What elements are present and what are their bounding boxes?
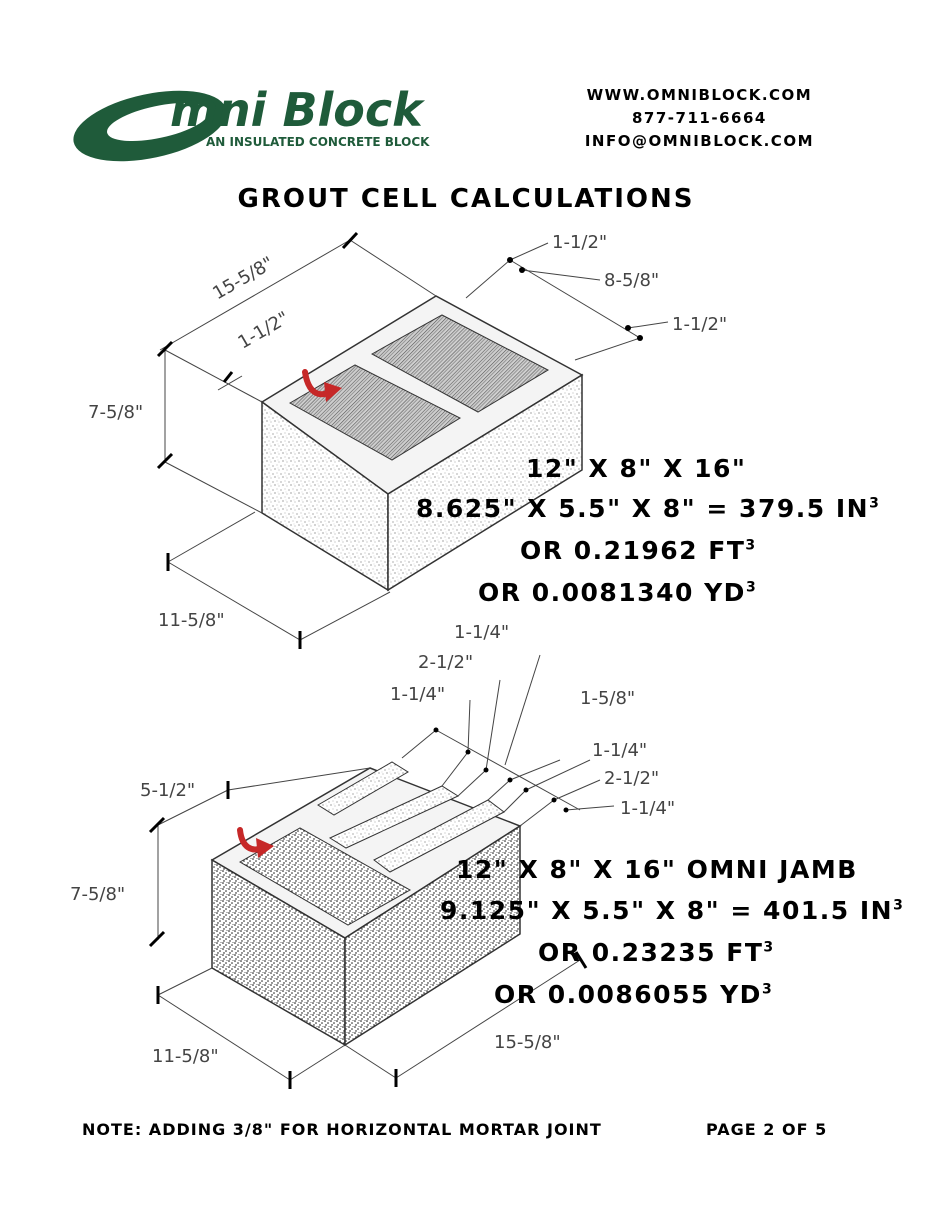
block1-volume-in3: 8.625" X 5.5" X 8" = 379.5 $IN^3$ <box>416 494 881 523</box>
block1-volume-ft3: OR 0.21962 $FT^3$ <box>520 536 757 565</box>
block1-length-dim: 15-5/8" <box>209 252 278 305</box>
block2-dim-d3: 1-1/4" <box>390 684 446 705</box>
block2-dim-d7: 1-1/4" <box>620 798 676 819</box>
contact-block <box>585 84 814 153</box>
block2-slot-dim: 5-1/2" <box>140 780 196 801</box>
block2-dim-d5: 1-1/4" <box>592 740 648 761</box>
block2-volume-ft3: OR 0.23235 $FT^3$ <box>538 938 775 967</box>
page-number: PAGE 2 OF 5 <box>706 1120 828 1139</box>
block2-dim-d6: 2-1/2" <box>604 768 660 789</box>
logo <box>60 80 480 170</box>
block1-face-bottom-dim: 1-1/2" <box>672 314 728 335</box>
block1-volume-yd3: OR 0.0081340 $YD^3$ <box>478 578 758 607</box>
block2-dim-d2: 2-1/2" <box>418 652 474 673</box>
block2-volume-yd3: OR 0.0086055 $YD^3$ <box>494 980 774 1009</box>
block2-height-dim: 7-5/8" <box>70 884 126 905</box>
block2-dim-d4: 1-5/8" <box>580 688 636 709</box>
block2-size: 12" X 8" X 16" OMNI JAMB <box>456 855 858 884</box>
page-title: GROUT CELL CALCULATIONS <box>237 184 695 214</box>
block1-face-top-dim: 1-1/2" <box>552 232 608 253</box>
block1-width-dim: 11-5/8" <box>158 610 225 631</box>
email-link[interactable]: INFO@OMNIBLOCK.COM <box>584 132 814 150</box>
block2-width-dim: 11-5/8" <box>152 1046 219 1067</box>
block2-length-dim: 15-5/8" <box>494 1032 561 1053</box>
logo-tagline: AN INSULATED CONCRETE BLOCK <box>206 135 430 149</box>
block1-cell-dim: 8-5/8" <box>604 270 660 291</box>
block2-volume-in3: 9.125" X 5.5" X 8" = 401.5 $IN^3$ <box>440 896 905 925</box>
block1-web-dim: 1-1/2" <box>234 307 293 354</box>
footer-note: NOTE: ADDING 3/8" FOR HORIZONTAL MORTAR JOINT <box>82 1120 602 1139</box>
website-link[interactable]: WWW.OMNIBLOCK.COM <box>586 86 813 104</box>
block1-height-dim: 7-5/8" <box>88 402 144 423</box>
block1-size: 12" X 8" X 16" <box>526 454 747 483</box>
block2-dim-d1: 1-1/4" <box>454 622 510 643</box>
logo-brand-text: mni Block <box>170 83 423 137</box>
phone-number: 877-711-6664 <box>632 109 767 127</box>
